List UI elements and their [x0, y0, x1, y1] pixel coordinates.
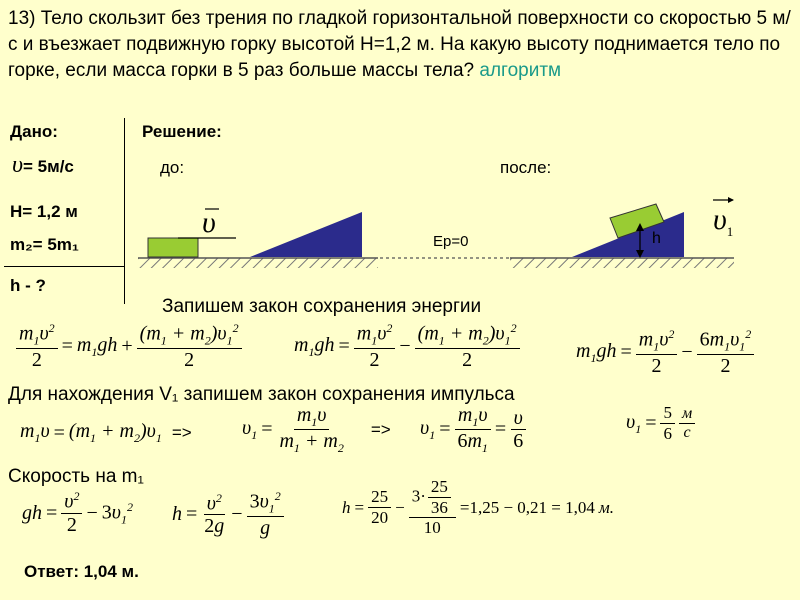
given-height: Н= 1,2 м	[10, 202, 78, 221]
ground-after	[510, 258, 734, 268]
momentum-equation-1: $m_1\upsilon$ = $(m_1 + m_2)\upsilon_1$ =>	[20, 420, 192, 445]
given-velocity-value: = 5м/с	[23, 157, 74, 176]
speed-heading: Скорость на m₁	[8, 466, 144, 487]
height-label: h	[652, 230, 661, 247]
momentum-law-heading: Для нахождения V₁ запишем закон сохранения импульса	[8, 384, 515, 405]
momentum-equation-2: $\upsilon_1$ = $\frac{m_1\upsilon}{m_1 + m_2}$ =>	[242, 404, 391, 456]
velocity-result: $\upsilon_1$ = $\frac{5}{6}$ $\frac{м}{с}$	[624, 404, 697, 443]
height-equation-1: gh = $\frac{\upsilon^2}{2}$ − $3\upsilon_1^2$	[22, 489, 133, 536]
block-before	[148, 238, 198, 257]
given-title: Дано:	[10, 122, 58, 141]
energy-equation-1: $\frac{m_1\upsilon^2}{2}$ = $m_1gh$ + $\frac{(m_1 + m_2)\upsilon_1^2}{2}$	[14, 322, 244, 372]
energy-equation-3: $m_1gh$ = $\frac{m_1\upsilon^2}{2}$ − $\frac{6m_1\upsilon_1^2}{2}$	[574, 328, 756, 378]
momentum-equation-3: $\upsilon_1$ = $\frac{m_1\upsilon}{6m_1}$ = $\frac{\upsilon}{6}$	[418, 404, 528, 456]
energy-law-heading: Запишем закон сохранения энергии	[162, 296, 482, 317]
before-label: до:	[160, 158, 185, 177]
ground-before	[138, 258, 378, 268]
problem-text: 13) Тело скользит без трения по гладкой горизонтальной поверхности со скоростью 5 м/с и въезжает подвижную горку высотой Н=1,2 м. На какую высоту поднимается тело по горке, если масса горки в 5 раз больше массы тела?	[8, 8, 791, 81]
slope-before	[250, 212, 362, 257]
find-quantity: h - ?	[10, 276, 46, 295]
height-equation-2: h = $\frac{\upsilon^2}{2g}$ − $\frac{3\upsilon_1^2}{g}$	[170, 490, 286, 540]
velocity-after-symbol: υ	[713, 203, 727, 236]
answer: Ответ: 1,04 м.	[24, 562, 139, 581]
energy-equation-2: $m_1gh$ = $\frac{m_1\upsilon^2}{2}$ − $\frac{(m_1 + m_2)\upsilon_1^2}{2}$	[292, 322, 522, 372]
solution-title: Решение:	[142, 122, 222, 141]
potential-energy-label: Ep=0	[433, 233, 469, 250]
after-label: после:	[500, 158, 552, 177]
height-calculation: h = $\frac{25}{20}$ − 3· $\frac{25}{36}$ 10 =1,25 − 0,21 = 1,04 м.	[342, 477, 614, 538]
algorithm-link[interactable]: алгоритм	[479, 60, 562, 81]
given-velocity: υ= 5м/с	[12, 152, 74, 178]
velocity-after-label	[713, 203, 733, 240]
given-mass-ratio: m₂= 5m₁	[10, 235, 79, 254]
velocity-label: υ	[202, 206, 216, 239]
velocity-after-subscript: 1	[726, 224, 734, 239]
